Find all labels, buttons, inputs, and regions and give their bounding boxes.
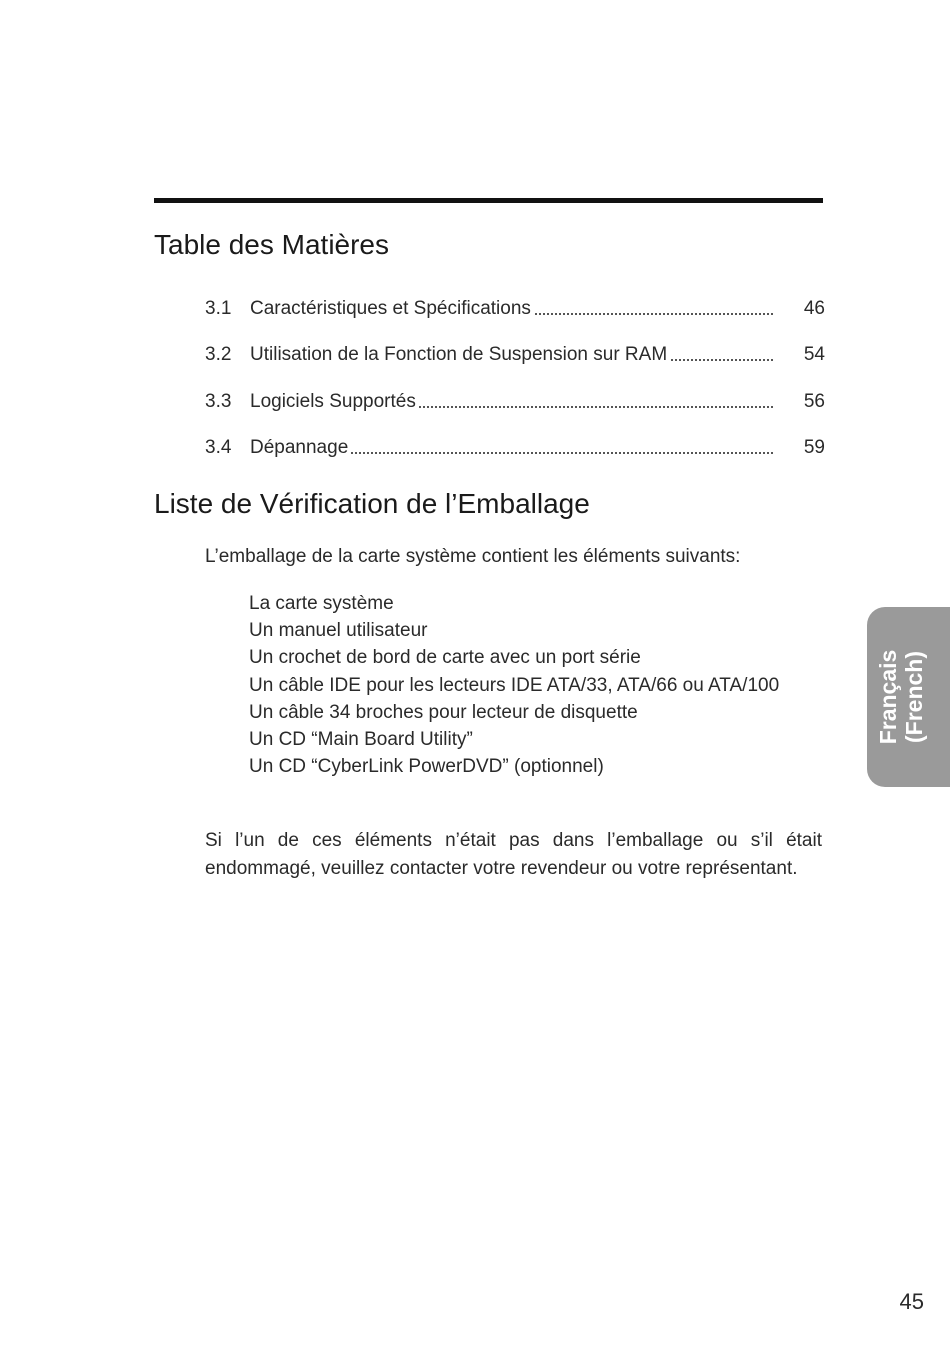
toc-entry[interactable] — [205, 342, 825, 368]
toc-entry-page: 46 — [803, 298, 825, 319]
language-side-tab — [867, 607, 950, 787]
toc-entry[interactable] — [205, 435, 825, 461]
language-side-tab-line2: (French) — [901, 651, 927, 744]
packing-list-item: Un crochet de bord de carte avec un port série — [249, 647, 641, 669]
language-side-tab-label — [875, 650, 927, 745]
packing-list-item: Un CD “CyberLink PowerDVD” (optionnel) — [249, 756, 604, 778]
packing-intro: L’emballage de la carte système contient les éléments suivants: — [205, 546, 741, 567]
toc-entry-leader — [250, 342, 773, 368]
toc-entry-number: 3.3 — [205, 391, 232, 412]
toc-entry-page: 54 — [803, 344, 825, 365]
toc-entry-page: 56 — [803, 391, 825, 412]
toc-entry-leader — [250, 296, 773, 322]
packing-closing-note: Si l’un de ces éléments n’était pas dans l’emballage ou s’il était endommagé, veuillez contacter votre revendeur ou votre représentant. — [205, 830, 822, 879]
toc-entry-number: 3.4 — [205, 437, 232, 458]
toc-heading: Table des Matières — [154, 229, 390, 260]
packing-list-item: Un câble IDE pour les lecteurs IDE ATA/33, ATA/66 ou ATA/100 — [249, 674, 780, 696]
toc-entry-title: Utilisation de la Fonction de Suspension sur RAM — [250, 344, 668, 365]
toc-entry-title: Dépannage — [250, 437, 349, 458]
toc-entry-title: Caractéristiques et Spécifications — [250, 298, 531, 319]
toc-entry-number: 3.2 — [205, 344, 232, 365]
packing-list-item: La carte système — [249, 593, 394, 614]
toc-entry-leader — [250, 389, 773, 415]
packing-heading: Liste de Vérification de l’Emballage — [154, 488, 590, 519]
toc-entry[interactable] — [205, 389, 825, 415]
toc-entry[interactable] — [205, 296, 825, 322]
packing-list-item: Un câble 34 broches pour lecteur de disquette — [249, 701, 638, 723]
language-side-tab-line1: Français — [875, 649, 901, 745]
packing-list-item: Un manuel utilisateur — [249, 620, 428, 642]
top-rule — [154, 198, 823, 203]
toc-entry-number: 3.1 — [205, 298, 232, 319]
toc-entry-leader — [250, 435, 773, 461]
toc-entry-page: 59 — [803, 437, 825, 458]
packing-list — [249, 590, 822, 780]
packing-list-item: Un CD “Main Board Utility” — [249, 729, 473, 751]
toc-entry-title: Logiciels Supportés — [250, 391, 416, 412]
page-number: 45 — [899, 1289, 924, 1314]
